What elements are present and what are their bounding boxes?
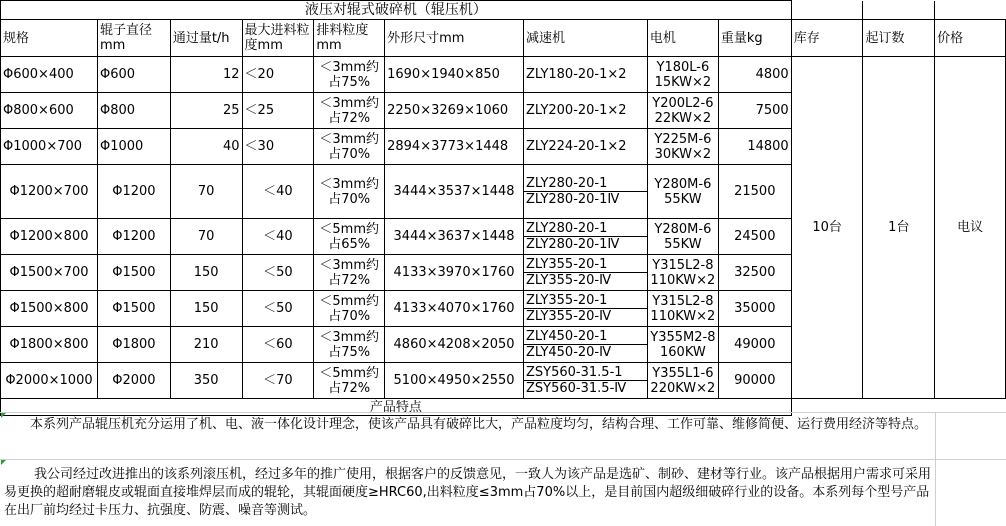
output-size-line: 占65% xyxy=(328,236,371,252)
table-row xyxy=(1,57,1006,93)
grid-line xyxy=(935,412,936,526)
column-header: 辊子直径mm xyxy=(97,20,170,57)
cell-spec: Φ1500×700 xyxy=(1,255,98,291)
cell-weight: 4800 xyxy=(718,57,791,93)
cell-motor xyxy=(647,93,718,129)
cell-throughput: 70 xyxy=(170,165,242,219)
cell-feed-size: ＜60 xyxy=(242,327,314,363)
cell-weight: 24500 xyxy=(718,219,791,255)
cell-dimensions: 4133×3970×1760 xyxy=(385,255,524,291)
cell-roll-diameter: Φ1500 xyxy=(97,255,170,291)
motor-line: 55KW xyxy=(664,236,702,252)
output-size-line: ＜3mm约 xyxy=(319,131,380,147)
cell-output-size xyxy=(314,255,385,291)
cell-throughput: 25 xyxy=(170,93,242,129)
cell-dimensions: 3444×3637×1448 xyxy=(385,219,524,255)
motor-line: 30KW×2 xyxy=(654,146,712,162)
cell-weight: 90000 xyxy=(718,363,791,399)
cell-spec: Φ1800×800 xyxy=(1,327,98,363)
cell-price: 电议 xyxy=(935,57,1006,399)
cell-motor xyxy=(647,165,718,219)
cell-roll-diameter: Φ1200 xyxy=(97,219,170,255)
cell-roll-diameter: Φ1800 xyxy=(97,327,170,363)
cell-weight: 32500 xyxy=(718,255,791,291)
cell-roll-diameter: Φ600 xyxy=(97,57,170,93)
motor-line: Y280M-6 xyxy=(654,221,712,237)
reducer-line: ZLY355-20-1 xyxy=(526,257,608,272)
cell-output-size xyxy=(314,363,385,399)
reducer-line: ZSY560-31.5-1 xyxy=(526,365,623,380)
cell-motor xyxy=(647,129,718,165)
cell-motor xyxy=(647,255,718,291)
output-size-line: 占75% xyxy=(328,74,371,90)
output-size-line: 占70% xyxy=(328,146,371,162)
output-size-line: 占75% xyxy=(328,344,371,360)
cell-throughput: 350 xyxy=(170,363,242,399)
cell-feed-size: ＜30 xyxy=(242,129,314,165)
reducer-line: ZSY560-31.5-Ⅳ xyxy=(524,380,647,396)
output-size-line: 占72% xyxy=(328,380,371,396)
cell-dimensions: 2250×3269×1060 xyxy=(385,93,524,129)
cell-throughput: 40 xyxy=(170,129,242,165)
cell-roll-diameter: Φ1000 xyxy=(97,129,170,165)
cell-reducer xyxy=(524,255,648,291)
column-header: 排料粒度mm xyxy=(314,20,385,57)
motor-line: Y355M2-8 xyxy=(650,329,716,345)
column-header: 规格 xyxy=(1,20,98,57)
column-header: 外形尺寸mm xyxy=(385,20,524,57)
cell-weight: 49000 xyxy=(718,327,791,363)
motor-line: Y225M-6 xyxy=(654,131,712,147)
motor-line: Y200L2-6 xyxy=(652,95,714,111)
motor-line: 110KW×2 xyxy=(650,308,716,324)
motor-line: 220KW×2 xyxy=(650,380,716,396)
grid-line xyxy=(0,412,1006,413)
motor-line: Y280M-6 xyxy=(654,176,712,192)
cell-reducer: ZLY180-20-1×2 xyxy=(524,57,648,93)
cell-dimensions: 3444×3537×1448 xyxy=(385,165,524,219)
motor-line: 15KW×2 xyxy=(654,74,712,90)
column-header: 库存 xyxy=(791,20,863,57)
grid-line xyxy=(0,459,1006,460)
features-title: 产品特点 xyxy=(1,399,792,416)
cell-motor xyxy=(647,57,718,93)
reducer-line: ZLY355-20-Ⅳ xyxy=(524,308,647,324)
motor-line: Y315L2-8 xyxy=(652,293,714,309)
cell-output-size xyxy=(314,129,385,165)
cell-spec: Φ1000×700 xyxy=(1,129,98,165)
reducer-line: ZLY280-20-1 xyxy=(526,221,608,236)
column-header: 重量kg xyxy=(718,20,791,57)
cell-dimensions: 4133×4070×1760 xyxy=(385,291,524,327)
reducer-line: ZLY355-20-Ⅳ xyxy=(524,272,647,288)
cell-reducer: ZLY200-20-1×2 xyxy=(524,93,648,129)
cell-reducer: ZLY224-20-1×2 xyxy=(524,129,648,165)
cell-feed-size: ＜50 xyxy=(242,291,314,327)
cell-motor xyxy=(647,291,718,327)
cell-output-size xyxy=(314,93,385,129)
cell-spec: Φ800×600 xyxy=(1,93,98,129)
column-header: 最大进料粒度mm xyxy=(242,20,314,57)
cell-spec: Φ1200×800 xyxy=(1,219,98,255)
column-header: 通过量t/h xyxy=(170,20,242,57)
cell-output-size xyxy=(314,291,385,327)
column-header: 电机 xyxy=(647,20,718,57)
comment-marker-icon xyxy=(1,460,6,465)
cell-feed-size: ＜25 xyxy=(242,93,314,129)
cell-roll-diameter: Φ1500 xyxy=(97,291,170,327)
motor-line: 22KW×2 xyxy=(654,110,712,126)
cell-feed-size: ＜20 xyxy=(242,57,314,93)
output-size-line: ＜5mm约 xyxy=(319,293,380,309)
cell-dimensions: 5100×4950×2550 xyxy=(385,363,524,399)
cell-roll-diameter: Φ800 xyxy=(97,93,170,129)
cell-reducer xyxy=(524,363,648,399)
cell-weight: 7500 xyxy=(718,93,791,129)
cell-spec: Φ600×400 xyxy=(1,57,98,93)
cell-roll-diameter: Φ1200 xyxy=(97,165,170,219)
cell-feed-size: ＜70 xyxy=(242,363,314,399)
cell-output-size xyxy=(314,219,385,255)
cell-reducer xyxy=(524,219,648,255)
output-size-line: 占70% xyxy=(328,191,371,207)
output-size-line: 占70% xyxy=(328,308,371,324)
cell-reducer xyxy=(524,327,648,363)
cell-motor xyxy=(647,219,718,255)
cell-spec: Φ1500×800 xyxy=(1,291,98,327)
cell-dimensions: 2894×3773×1448 xyxy=(385,129,524,165)
cell-output-size xyxy=(314,57,385,93)
reducer-line: ZLY280-20-1 xyxy=(526,176,608,191)
cell-dimensions: 1690×1940×850 xyxy=(385,57,524,93)
cell-throughput: 12 xyxy=(170,57,242,93)
cell-output-size xyxy=(314,165,385,219)
cell-spec: Φ1200×700 xyxy=(1,165,98,219)
output-size-line: 占72% xyxy=(328,110,371,126)
cell-motor xyxy=(647,327,718,363)
cell-throughput: 150 xyxy=(170,255,242,291)
paragraph-company: 我公司经过改进推出的该系列滚压机，经过多年的推广使用，根据客户的反馈意见，一致人为该产品是选矿、制砂、建材等行业。该产品根据用户需求可采用易更换的超耐磨辊皮或辊面直接堆焊层而成的辊轮，其辊面硬度≥HRC60,出料粒度≤3mm占70%以上，是目前国内超级细破碎行业的设备。本系列每个型号产品在出厂前均经过卡压力、抗强度、防震、噪音等测试。 xyxy=(4,467,932,518)
output-size-line: ＜3mm约 xyxy=(319,329,380,345)
table-title: 液压对辊式破碎机（辊压机） xyxy=(1,1,792,20)
paragraph-features: 本系列产品辊压机充分运用了机、电、液一体化设计理念，使该产品具有破碎比大，产品粒度均匀，结构合理、工作可靠、维修简便、运行费用经济等特点。 xyxy=(30,417,928,432)
motor-line: 55KW xyxy=(664,191,702,207)
output-size-line: ＜3mm约 xyxy=(319,176,380,192)
column-header: 减速机 xyxy=(524,20,648,57)
reducer-line: ZLY450-20-1 xyxy=(526,329,608,344)
motor-line: 160KW xyxy=(660,344,706,360)
cell-motor xyxy=(647,363,718,399)
cell-stock: 10台 xyxy=(791,57,863,399)
cell-reducer xyxy=(524,165,648,219)
cell-feed-size: ＜40 xyxy=(242,219,314,255)
reducer-line: ZLY280-20-1Ⅳ xyxy=(524,191,647,207)
cell-throughput: 150 xyxy=(170,291,242,327)
cell-weight: 21500 xyxy=(718,165,791,219)
cell-feed-size: ＜40 xyxy=(242,165,314,219)
cell-spec: Φ2000×1000 xyxy=(1,363,98,399)
reducer-line: ZLY280-20-1Ⅳ xyxy=(524,236,647,252)
cell-dimensions: 4860×4208×2050 xyxy=(385,327,524,363)
motor-line: 110KW×2 xyxy=(650,272,716,288)
reducer-line: ZLY450-20-Ⅳ xyxy=(524,344,647,360)
cell-moq: 1台 xyxy=(863,57,935,399)
reducer-line: ZLY355-20-1 xyxy=(526,293,608,308)
output-size-line: ＜3mm约 xyxy=(319,257,380,273)
cell-feed-size: ＜50 xyxy=(242,255,314,291)
output-size-line: ＜5mm约 xyxy=(319,365,380,381)
motor-line: Y355L1-6 xyxy=(652,365,714,381)
column-header: 价格 xyxy=(935,20,1006,57)
cell-weight: 14800 xyxy=(718,129,791,165)
output-size-line: ＜5mm约 xyxy=(319,221,380,237)
cell-roll-diameter: Φ2000 xyxy=(97,363,170,399)
cell-throughput: 70 xyxy=(170,219,242,255)
output-size-line: ＜3mm约 xyxy=(319,59,380,75)
cell-output-size xyxy=(314,327,385,363)
cell-weight: 35000 xyxy=(718,291,791,327)
motor-line: Y180L-6 xyxy=(656,59,710,75)
column-header: 起订数 xyxy=(863,20,935,57)
output-size-line: 占72% xyxy=(328,272,371,288)
output-size-line: ＜3mm约 xyxy=(319,95,380,111)
cell-throughput: 210 xyxy=(170,327,242,363)
motor-line: Y315L2-8 xyxy=(652,257,714,273)
cell-reducer xyxy=(524,291,648,327)
